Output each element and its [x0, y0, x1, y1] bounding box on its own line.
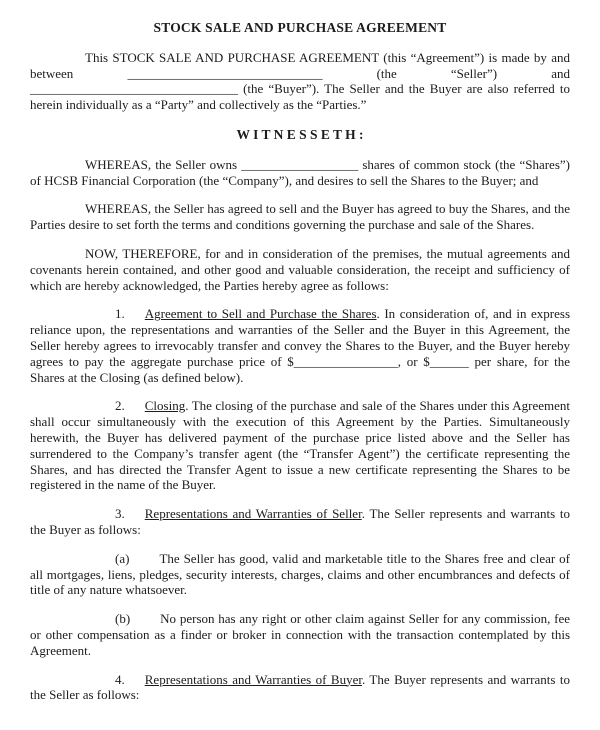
section-3-paragraph	[30, 506, 570, 538]
subsection-b-label: (b)	[115, 611, 131, 627]
section-1-heading: Agreement to Sell and Purchase the Shares	[144, 306, 377, 322]
section-3-body: . The Seller represents and warrants to the Buyer as follows:	[30, 506, 570, 537]
section-1-paragraph	[30, 306, 570, 385]
section-4-paragraph	[30, 672, 570, 704]
section-1-number: 1.	[115, 306, 125, 322]
section-4-body: . The Buyer represents and warrants to the Seller as follows:	[30, 671, 570, 703]
subsection-a-label: (a)	[115, 550, 130, 566]
witnesseth-heading: W I T N E S S E T H :	[236, 126, 364, 142]
section-2-paragraph	[30, 398, 570, 493]
subsection-a-body: The Seller has good, valid and marketable title to the Shares free and clear of all mortgages, liens, pledges, security interests, charges, claims and other encumbrances and defects of title of any nature whatsoever.	[30, 550, 570, 598]
subsection-b-body: No person has any right or other claim against Seller for any commission, fee or other compensation as a finder or broker in connection with the transaction contemplated by this Agreement.	[30, 611, 570, 658]
section-4-heading: Representations and Warranties of Buyer	[144, 671, 362, 687]
intro-paragraph: This STOCK SALE AND PURCHASE AGREEMENT (this “Agreement”) is made by and between ______________________________ (the “Seller”) and ________________________________ (the “Buyer”). The Seller and the Buyer are also referred to herein individually as a “Party” and collectively as the “Parties.”	[30, 49, 570, 113]
section-2-heading: Closing	[144, 398, 186, 414]
document-title: STOCK SALE AND PURCHASE AGREEMENT	[153, 20, 447, 35]
subsection-a-paragraph	[30, 551, 570, 598]
now-therefore-paragraph: NOW, THEREFORE, for and in consideration of the premises, the mutual agreements and covenants herein contained, and other good and valuable consideration, the receipt and sufficiency of which are hereby acknowledged, the Parties hereby agree as follows:	[30, 245, 570, 293]
subsection-b-paragraph	[30, 611, 570, 658]
section-3-number: 3.	[115, 506, 125, 522]
whereas-paragraph-2: WHEREAS, the Seller has agreed to sell and the Buyer has agreed to buy the Shares, and the Parties desire to set forth the terms and conditions governing the purchase and sale of the Shares.	[30, 201, 570, 233]
section-1-body: . In consideration of, and in express reliance upon, the representations and warranties of the Seller and the Buyer in this Agreement, the Seller hereby agrees to irrevocably transfer and convey the Shares to the Buyer, and the Buyer hereby agrees to pay the aggregate purchase price of $________________, or $______ per share, for the Shares at the Closing (as defined below).	[30, 306, 571, 385]
section-2-number: 2.	[115, 398, 125, 414]
whereas-paragraph-1: WHEREAS, the Seller owns __________________ shares of common stock (the “Shares”) of HCSB Financial Corporation (the “Company”), and desires to sell the Shares to the Buyer; and	[30, 156, 570, 188]
section-4-number: 4.	[115, 671, 125, 687]
section-2-body: . The closing of the purchase and sale of the Shares under this Agreement shall occur simultaneously with the execution of this Agreement by the Parties. Simultaneously herewith, the Buyer has delivered payment of the purchase price listed above and the Seller has surrendered to the Company’s transfer agent (the “Transfer Agent”) the certificate representing the Shares, and has directed the Transfer Agent to issue a new certificate representing the Shares to be registered in the name of the Buyer.	[30, 398, 570, 493]
section-3-heading: Representations and Warranties of Seller	[144, 506, 362, 522]
